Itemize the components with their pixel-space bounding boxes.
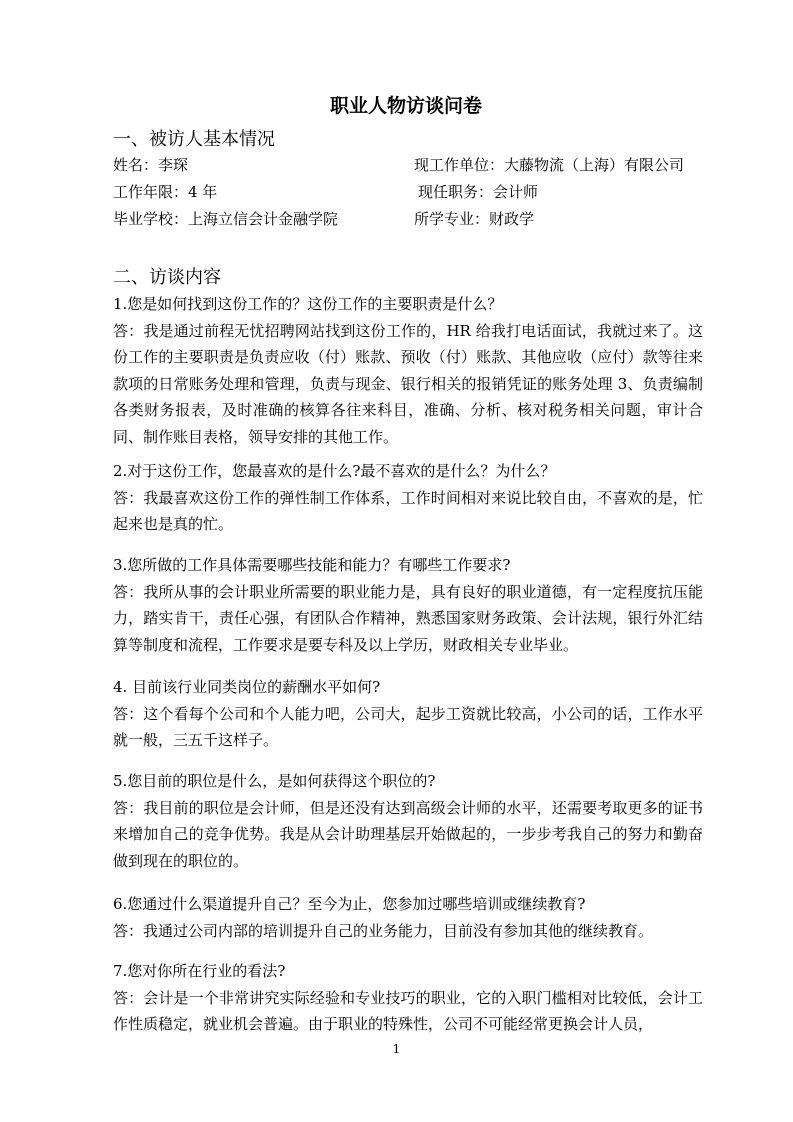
answer-text: 答：这个看每个公司和个人能力吧，公司大，起步工资就比较高，小公司的话，工作水平就一般，三五千这样子。 — [113, 704, 703, 750]
qa-block-6 — [113, 891, 703, 944]
info-position: 现任职务：会计师 — [418, 183, 539, 201]
answer-text: 答：会计是一个非常讲究实际经验和专业技巧的职业，它的入职门槛相对比较低，会计工作性质稳定，就业机会普遍。由于职业的特殊性，公司不可能经常更换会计人员， — [113, 988, 703, 1034]
answer-text: 答：我最喜欢这份工作的弹性制工作体系，工作时间相对来说比较自由，不喜欢的是，忙起来也是真的忙。 — [113, 488, 703, 534]
section-heading-basic-info: 一、被访人基本情况 — [113, 129, 275, 150]
info-employer: 现工作单位：大藤物流（上海）有限公司 — [414, 156, 685, 174]
answer-text: 答：我所从事的会计职业所需要的职业能力是，具有良好的职业道德，有一定程度抗压能力，踏实肯干，责任心强，有团队合作精神，熟悉国家财务政策、会计法规，银行外汇结算等制度和流程，工作要求是要专科及以上学历，财政相关专业毕业。 — [113, 582, 703, 654]
question-text: 4. 目前该行业同类岗位的薪酬水平如何? — [113, 678, 381, 696]
qa-block-5 — [113, 768, 703, 874]
page-number: 1 — [392, 1042, 401, 1056]
question-text: 7.您对你所在行业的看法? — [113, 962, 286, 980]
section-heading-interview: 二、访谈内容 — [113, 267, 221, 288]
info-name: 姓名：李琛 — [113, 156, 189, 174]
document-title: 职业人物访谈问卷 — [329, 95, 482, 117]
qa-block-3 — [113, 552, 703, 658]
qa-block-1 — [113, 291, 703, 451]
question-text: 3.您所做的工作具体需要哪些技能和能力？有哪些工作要求? — [113, 556, 511, 574]
question-text: 2.对于这份工作，您最喜欢的是什么?最不喜欢的是什么？为什么？ — [113, 462, 556, 480]
answer-text: 答：我通过公司内部的培训提升自己的业务能力，目前没有参加其他的继续教育。 — [113, 921, 654, 940]
question-text: 5.您目前的职位是什么，是如何获得这个职位的? — [113, 772, 436, 790]
question-text: 6.您通过什么渠道提升自己？至今为止，您参加过哪些培训或继续教育? — [113, 895, 586, 913]
qa-block-2 — [113, 458, 703, 538]
qa-block-7 — [113, 958, 703, 1038]
info-major: 所学专业：财政学 — [414, 210, 535, 228]
question-text: 1.您是如何找到这份工作的？这份工作的主要职责是什么？ — [113, 295, 503, 313]
info-school: 毕业学校：上海立信会计金融学院 — [113, 210, 339, 228]
qa-block-4 — [113, 674, 703, 754]
answer-text: 答：我是通过前程无忧招聘网站找到这份工作的，HR 给我打电话面试，我就过来了。这份工作的主要职责是负责应收（付）账款、预收（付）账款、其他应收（应付）款等往来款项的日常账务处理和管理，负责与现金、银行相关的报销凭证的账务处理 3、负责编制各类财务报表，及时准确的核算各往来科目，准确、分析、核对税务相关问题，审计合同、制作账目表格，领导安排的其他工作。 — [113, 321, 703, 446]
answer-text: 答：我目前的职位是会计师，但是还没有达到高级会计师的水平，还需要考取更多的证书来增加自己的竞争优势。我是从会计助理基层开始做起的，一步步考我自己的努力和勤奋做到现在的职位的。 — [113, 798, 703, 870]
info-years: 工作年限：4 年 — [113, 183, 218, 201]
